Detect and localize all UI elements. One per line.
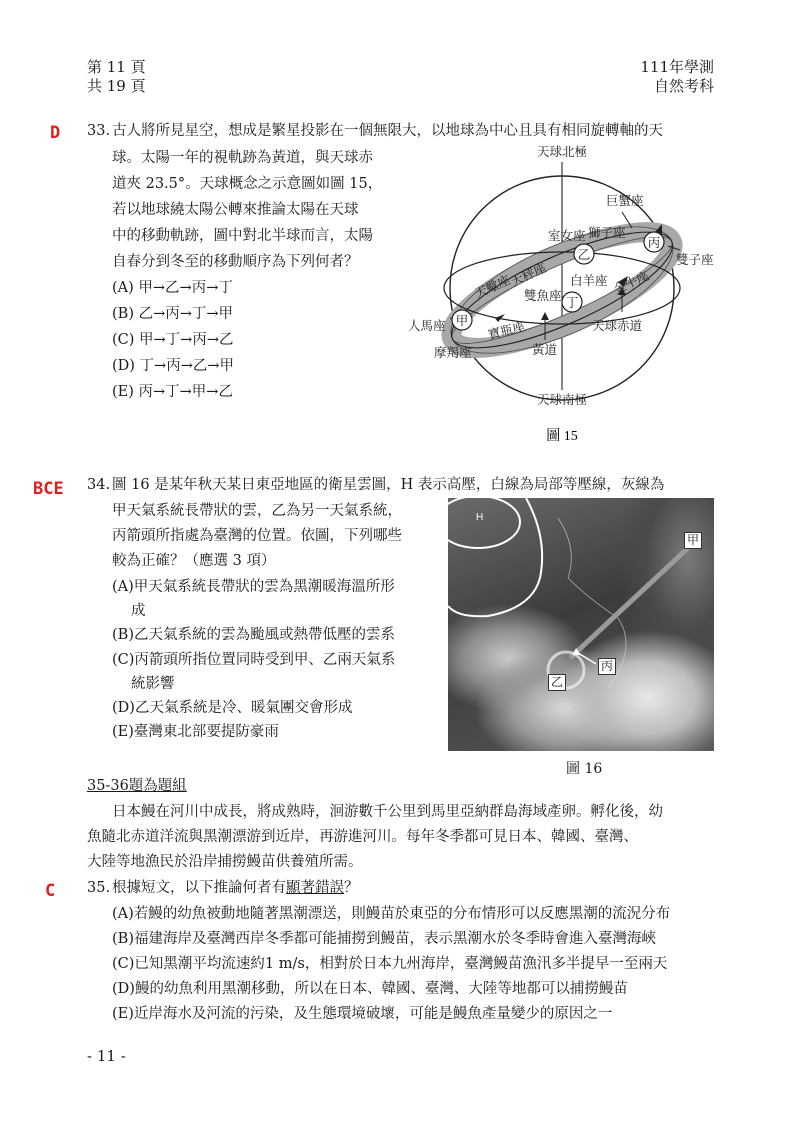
q33-stem-line-4: 若以地球繞太陽公轉來推論太陽在天球	[112, 202, 359, 218]
group-title: 35-36題為題組	[87, 778, 187, 794]
q34-stem-line-3: 丙箭頭所指處為臺灣的位置。依圖，下列哪些	[112, 528, 402, 544]
q35-option-b: (B)福建海岸及臺灣西岸冬季都可能捕撈到鰻苗，表示黑潮水於冬季時會進入臺灣海峽	[112, 931, 656, 947]
label-yi: 乙	[577, 247, 591, 262]
q35-stem	[112, 875, 359, 901]
q34-option-a-cont: 成	[131, 603, 146, 619]
label-north-pole: 天球北極	[536, 144, 588, 159]
front-line-jia	[570, 548, 688, 658]
group-text-line-2: 魚隨北赤道洋流與黑潮漂游到近岸，再游進河川。每年冬季都可見日本、韓國、臺灣、	[87, 829, 638, 845]
label-libra: 天秤座	[508, 259, 549, 289]
celestial-sphere-figure	[390, 140, 730, 455]
q33-stem-line-6: 自春分到冬至的移動順序為下列何者？	[112, 254, 359, 270]
label-leo: 獅子座	[588, 225, 626, 240]
q35-option-d: (D)鰻的幼魚利用黑潮移動，所以在日本、韓國、臺灣、大陸等地都可以捕撈鰻苗	[112, 981, 628, 997]
footer-page-number: - 11 -	[87, 1047, 126, 1065]
q35-option-a: (A)若鰻的幼魚被動地隨著黑潮漂送，則鰻苗於東亞的分布情形可以反應黑潮的流況分布	[112, 906, 671, 922]
label-jia-box: 甲	[684, 532, 702, 549]
label-ecliptic: 黃道	[532, 342, 558, 357]
page-number: 第 11 頁	[87, 58, 146, 76]
q33-number: 33.	[87, 123, 111, 139]
label-taurus: 金牛座	[610, 267, 652, 297]
q35-number: 35.	[87, 880, 111, 896]
label-celestial-equator: 天球赤道	[592, 318, 643, 333]
label-jia: 甲	[455, 313, 469, 328]
figure-15-caption: 圖 15	[546, 429, 578, 444]
q34-option-e: (E)臺灣東北部要提防豪雨	[112, 724, 279, 740]
q34-stem-line-1: 圖 16 是某年秋天某日東亞地區的衛星雲圖，H 表示高壓，白線為局部等壓線，灰線為	[112, 477, 665, 493]
q33-option-c: (C) 甲→丁→丙→乙	[112, 332, 234, 348]
q33-option-a: (A) 甲→乙→丙→丁	[112, 280, 233, 296]
q34-option-c: (C)丙箭頭所指位置同時受到甲、乙兩天氣系	[112, 652, 396, 668]
q35-stem-pre: 根據短文，以下推論何者有	[112, 880, 286, 896]
label-gemini: 雙子座	[676, 252, 714, 267]
q33-stem-line-2: 球。太陽一年的視軌跡為黃道，與天球赤	[112, 150, 373, 166]
q33-answer: D	[50, 123, 61, 143]
q34-option-b: (B)乙天氣系統的雲為颱風或熱帶低壓的雲系	[112, 627, 395, 643]
label-capricorn: 摩羯座	[434, 345, 472, 360]
isobar-line	[448, 498, 542, 616]
q34-answer: BCE	[33, 479, 64, 499]
q35-answer: C	[45, 881, 56, 901]
figure-16-caption: 圖 16	[566, 761, 603, 777]
label-virgo: 室女座	[548, 228, 586, 243]
subject-title: 自然考科	[653, 77, 714, 95]
total-pages: 共 19 頁	[87, 77, 146, 95]
q34-number: 34.	[87, 477, 111, 493]
satellite-image	[448, 498, 714, 751]
label-bing: 丙	[647, 235, 661, 250]
q33-stem-line-5: 中的移動軌跡，圖中對北半球而言，太陽	[112, 228, 373, 244]
q35-stem-post: ？	[344, 880, 359, 896]
q33-stem-line-1: 古人將所見星空，想成是繁星投影在一個無限大，以地球為中心且具有相同旋轉軸的天	[112, 123, 663, 139]
q33-option-e: (E) 丙→丁→甲→乙	[112, 384, 233, 400]
label-pisces: 雙魚座	[524, 288, 562, 303]
high-pressure-label: H	[476, 512, 484, 523]
q34-stem-line-2: 甲天氣系統長帶狀的雲，乙為另一天氣系統，	[112, 503, 402, 519]
q33-option-b: (B) 乙→丙→丁→甲	[112, 306, 234, 322]
q34-stem-line-4: 較為正確？（應選 3 項）	[112, 553, 276, 569]
label-sagittarius: 人馬座	[408, 318, 446, 333]
label-bing-box: 丙	[598, 658, 616, 675]
label-aries: 白羊座	[570, 273, 608, 288]
q33-stem-line-3: 道夾 23.5°。天球概念之示意圖如圖 15，	[112, 176, 383, 192]
q34-option-a: (A)甲天氣系統長帶狀的雲為黑潮暖海溫所形	[112, 579, 395, 595]
group-text-line-3: 大陸等地漁民於沿岸捕撈鰻苗供養殖所需。	[87, 854, 363, 870]
q35-option-c: (C)已知黑潮平均流速約1 m/s，相對於日本九州海岸，臺灣鰻苗漁汛多半提早一至兩天	[112, 956, 668, 972]
q35-option-e: (E)近岸海水及河流的污染，及生態環境破壞，可能是鰻魚產量變少的原因之一	[112, 1006, 613, 1022]
isobar-ring	[448, 498, 520, 548]
label-yi-box: 乙	[548, 674, 566, 691]
ecliptic-arrow-1	[495, 314, 505, 322]
label-scorpio: 天蠍座	[472, 271, 513, 301]
label-aquarius: 寶瓶座	[486, 318, 527, 343]
q35-stem-emphasis: 顯著錯誤	[286, 880, 344, 896]
exam-title: 111年學測	[640, 58, 714, 76]
label-south-pole: 天球南極	[536, 392, 588, 407]
q34-option-c-cont: 統影響	[131, 676, 175, 692]
q34-option-d: (D)乙天氣系統是冷、暖氣團交會形成	[112, 700, 353, 716]
label-ding: 丁	[565, 295, 579, 310]
label-cancer: 巨蟹座	[606, 193, 644, 208]
group-text-line-1: 日本鰻在河川中成長，將成熟時，洄游數千公里到馬里亞納群島海域產卵。孵化後，幼	[112, 804, 663, 820]
q33-option-d: (D) 丁→丙→乙→甲	[112, 358, 234, 374]
